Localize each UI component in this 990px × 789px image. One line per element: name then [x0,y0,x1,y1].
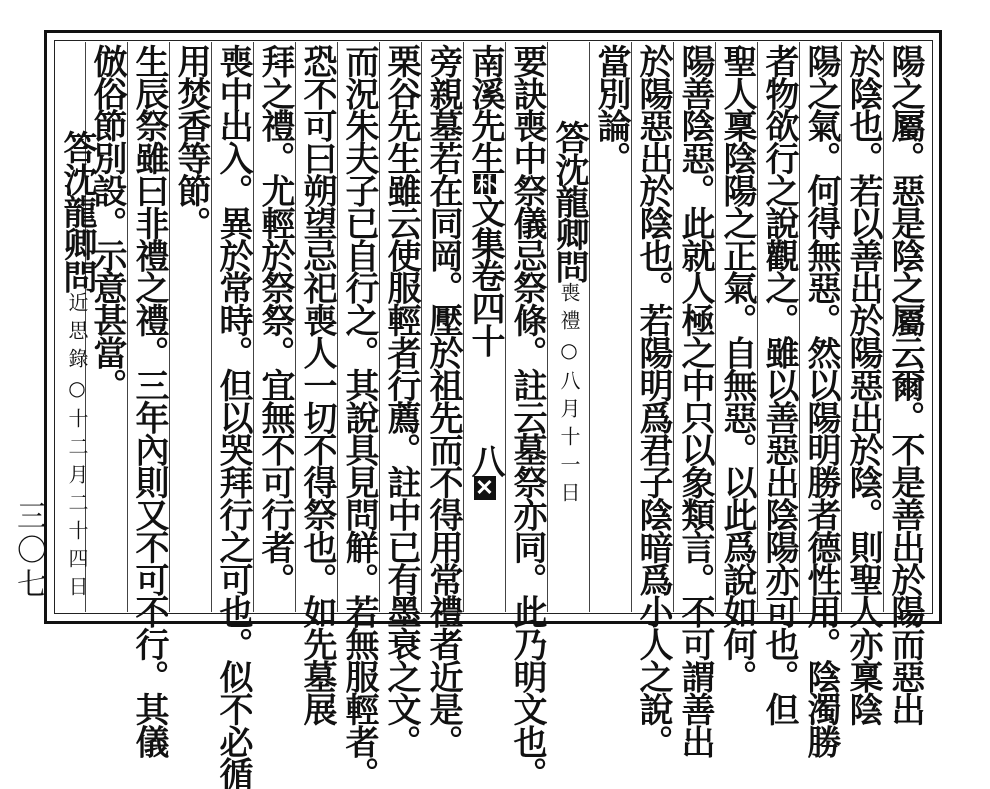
text-column: 用焚香等節。 [171,44,211,239]
fish-tail-bottom-mark: ✕ [472,476,498,500]
fish-tail-mark: 朴 [472,173,498,195]
folio-number: 八 [465,444,505,477]
heading-note: 喪禮○八月十一日 [557,282,581,511]
text-column: 於陰也。若以善出於陽惡出於陰。則聖人亦稟陰 [843,44,883,725]
text-column: 陽之氣。何得無惡。然以陽明勝者德性用。陰濁勝 [801,44,841,757]
text-column: 聖人稟陰陽之正氣。自無惡。以此爲說如何。 [717,44,757,693]
text-column: 喪中出入。異於常時。但以哭拜行之可也。似不必循 [213,44,253,789]
column-rule [505,42,506,612]
text-column: 陽之屬。惡是陰之屬云爾。不是善出於陽而惡出 [885,44,925,725]
column-rule [421,42,422,612]
text-column: 拜之禮。尤輕於祭祭。宜無不可行者。 [255,44,295,595]
column-rule [547,42,548,612]
column-rule [631,42,632,612]
letter-heading [549,120,589,511]
letter-heading [57,130,97,605]
text-column: 倣俗節別設。示意甚當。 [87,44,127,401]
text-column: 當別論。 [591,44,631,174]
text-column: 生辰祭雖曰非禮之禮。三年內則又不可不行。其儀 [129,44,169,757]
text-column: 栗谷先生雖云使服輕者行薦。註中已有墨衰之文。 [381,44,421,757]
text-column: 而況朱夫子已自行之。其說具見問觧。若無服輕者。 [339,44,379,789]
column-rule [673,42,674,612]
text-column: 要訣喪中祭儀忌祭條。註云墓祭亦同。此乃明文也。 [507,44,547,789]
column-rule [169,42,170,612]
heading-note: 近思錄○十二月二十四日 [65,292,89,605]
column-rule [841,42,842,612]
column-rule [379,42,380,612]
center-fold-column [465,44,505,500]
column-rule [799,42,800,612]
text-column: 於陽惡出於陰也。若陽明爲君子陰暗爲小人之說。 [633,44,673,757]
column-rule [295,42,296,612]
text-column: 恐不可曰朔望忌祀喪人一切不得祭也。如先墓展 [297,44,337,725]
column-rule [715,42,716,612]
column-rule [757,42,758,612]
text-column: 旁親墓若在同岡。壓於祖先而不得用常禮者近是。 [423,44,463,757]
column-rule [589,42,590,612]
text-column: 者物欲行之說觀之。雖以善惡出陰陽亦可也。但 [759,44,799,725]
column-rule [253,42,254,612]
column-rule [127,42,128,612]
column-rule [883,42,884,612]
column-rule [463,42,464,612]
page-number: 三〇七 [11,500,46,602]
book-title: 南溪先生 [465,44,505,174]
column-rule [337,42,338,612]
text-column: 陽善陰惡。此就人極之中只以象類言。不可謂善出 [675,44,715,757]
column-rule [211,42,212,612]
heading-title: 答沈龍卿問 [549,120,589,283]
volume-label: 文集卷四十 [465,194,505,357]
heading-title: 答沈龍卿問 [57,130,97,293]
